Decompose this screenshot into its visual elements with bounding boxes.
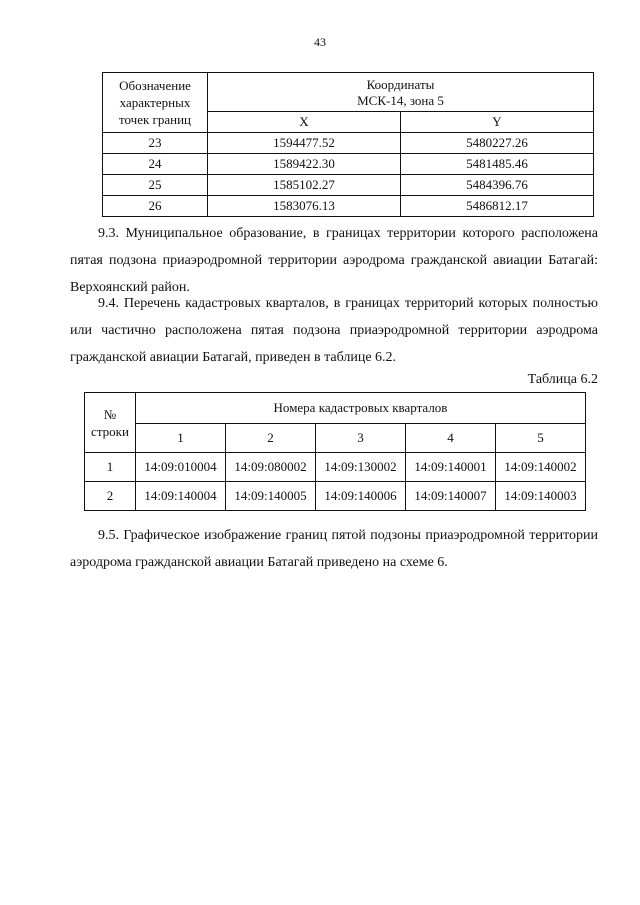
cadastral-cell: 14:09:140003 [496, 482, 586, 511]
cadastral-column-numbers-row [85, 424, 586, 453]
y-cell: 5486812.17 [401, 196, 594, 217]
x-cell: 1594477.52 [208, 133, 401, 154]
coordinates-header-row [103, 73, 594, 112]
coordinates-header-line: МСК-14, зона 5 [357, 93, 444, 108]
cadastral-cell: 14:09:140001 [406, 453, 496, 482]
y-cell: 5481485.46 [401, 154, 594, 175]
column-number: 5 [496, 424, 586, 453]
column-number: 3 [316, 424, 406, 453]
page-number: 43 [314, 35, 326, 49]
row-number-cell: 2 [85, 482, 136, 511]
cadastral-title-header: Номера кадастровых кварталов [136, 393, 586, 424]
x-cell: 1585102.27 [208, 175, 401, 196]
column-number: 4 [406, 424, 496, 453]
cadastral-cell: 14:09:140007 [406, 482, 496, 511]
cadastral-cell: 14:09:080002 [226, 453, 316, 482]
cadastral-table [84, 392, 586, 511]
paragraph-text: 9.3. Муниципальное образование, в границах территории которого расположена пятая подзона приаэродромной территории аэродрома гражданской авиации Батагай: Верхоянский район. [70, 226, 598, 295]
paragraph-9-5 [70, 522, 598, 576]
table-caption: Таблица 6.2 [527, 372, 598, 387]
cadastral-header-row [85, 393, 586, 424]
y-cell: 5480227.26 [401, 133, 594, 154]
designation-header [103, 73, 208, 133]
point-cell: 25 [103, 175, 208, 196]
x-header: X [208, 112, 401, 133]
column-number: 2 [226, 424, 316, 453]
point-cell: 23 [103, 133, 208, 154]
cadastral-cell: 14:09:140006 [316, 482, 406, 511]
paragraph-9-3 [70, 220, 598, 301]
cadastral-cell: 14:09:140005 [226, 482, 316, 511]
row-number-cell: 1 [85, 453, 136, 482]
designation-header-line: точек границ [118, 112, 192, 127]
table-row [85, 453, 586, 482]
y-cell: 5484396.76 [401, 175, 594, 196]
x-cell: 1589422.30 [208, 154, 401, 175]
table-row [103, 175, 594, 196]
row-number-header-line: № [103, 406, 117, 422]
paragraph-text: 9.5. Графическое изображение границ пятой подзоны приаэродромной территории аэродрома гражданской авиации Батагай приведено на схеме 6. [70, 528, 598, 570]
y-header: Y [401, 112, 594, 133]
x-cell: 1583076.13 [208, 196, 401, 217]
table-row [103, 133, 594, 154]
paragraph-9-4 [70, 290, 598, 371]
coordinates-header-line: Координаты [366, 77, 435, 92]
column-number: 1 [136, 424, 226, 453]
cadastral-cell: 14:09:140004 [136, 482, 226, 511]
designation-header-line: характерных [119, 95, 191, 110]
table-row [103, 154, 594, 175]
cadastral-cell: 14:09:130002 [316, 453, 406, 482]
designation-header-line: Обозначение [119, 78, 191, 93]
point-cell: 26 [103, 196, 208, 217]
paragraph-text: 9.4. Перечень кадастровых кварталов, в границах территорий которых полностью или частично расположена пятая подзона приаэродромной территории аэродрома гражданской авиации Батагай, приведен в таблице 6.2. [70, 296, 598, 365]
table-row [85, 482, 586, 511]
point-cell: 24 [103, 154, 208, 175]
cadastral-cell: 14:09:140002 [496, 453, 586, 482]
table-row [103, 196, 594, 217]
row-number-header-line: строки [91, 423, 129, 439]
coordinates-table [102, 72, 594, 217]
coordinates-header [208, 73, 594, 112]
cadastral-cell: 14:09:010004 [136, 453, 226, 482]
row-number-header [85, 393, 136, 453]
